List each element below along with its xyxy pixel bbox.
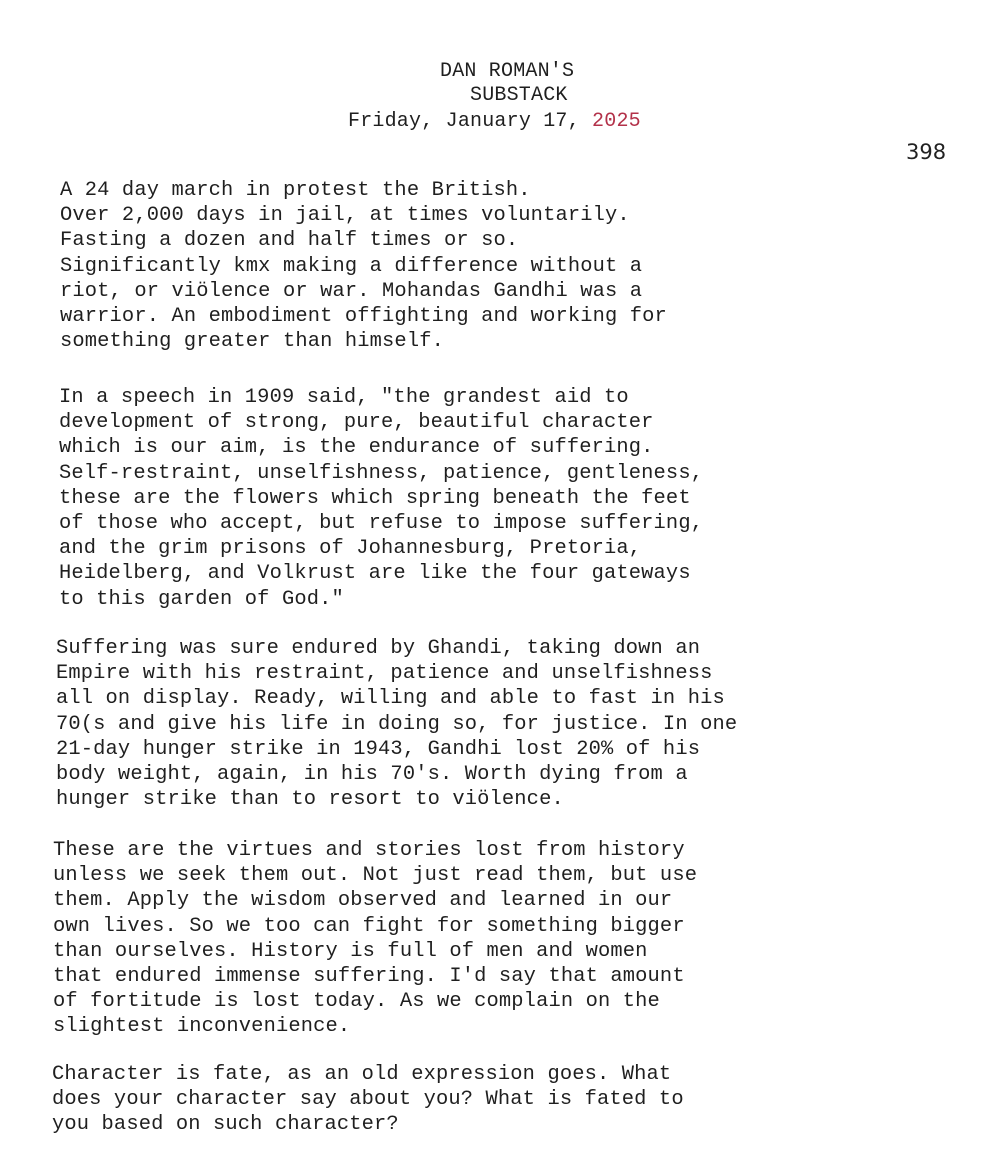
text-line: Heidelberg, and Volkrust are like the four gateways	[59, 562, 691, 586]
text-line: than ourselves. History is full of men and women	[53, 939, 648, 963]
text-line: Significantly kmx making a difference without a	[60, 254, 643, 278]
paragraph-3	[56, 636, 737, 812]
text-line: Character is fate, as an old expression goes. What	[52, 1063, 672, 1086]
header-date-text: Friday, January 17,	[348, 110, 593, 133]
text-line: own lives. So we too can fight for something bigger	[53, 914, 685, 938]
header-date	[348, 110, 641, 134]
paragraph-5	[52, 1062, 684, 1138]
text-line: development of strong, pure, beautiful character	[59, 411, 654, 435]
paragraph-4	[53, 838, 697, 1040]
text-line: to this garden of God."	[59, 587, 344, 611]
text-line: you based on such character?	[52, 1113, 399, 1137]
text-line: Fasting a dozen and half times or so.	[60, 229, 519, 253]
text-line: which is our aim, is the endurance of suffering.	[59, 436, 654, 460]
text-line: slightest inconvenience.	[53, 1015, 351, 1039]
text-line: 70(s and give his life in doing so, for justice. In one	[56, 712, 738, 736]
text-line: In a speech in 1909 said, "the grandest aid to	[59, 386, 629, 409]
text-line: Suffering was sure endured by Ghandi, taking down an	[56, 637, 701, 660]
text-line: hunger strike than to resort to viölence.	[56, 788, 564, 812]
text-line: of fortitude is lost today. As we complain on the	[53, 990, 660, 1014]
text-line: them. Apply the wisdom observed and learned in our	[53, 889, 673, 913]
text-line: These are the virtues and stories lost from history	[53, 839, 685, 862]
text-line: Empire with his restraint, patience and unselfishness	[56, 662, 713, 686]
text-line: and the grim prisons of Johannesburg, Pretoria,	[59, 537, 642, 561]
header-year: 2025	[592, 110, 641, 133]
text-line: Over 2,000 days in jail, at times voluntarily.	[60, 204, 630, 228]
text-line: A 24 day march in protest the British.	[60, 179, 531, 202]
paragraph-2	[59, 385, 703, 612]
paragraph-1	[60, 178, 667, 354]
text-line: all on display. Ready, willing and able to fast in his	[56, 687, 725, 711]
text-line: something greater than himself.	[60, 330, 444, 354]
text-line: unless we seek them out. Not just read them, but use	[53, 864, 698, 888]
text-line: warrior. An embodiment offighting and working for	[60, 304, 667, 328]
text-line: these are the flowers which spring beneath the feet	[59, 486, 691, 510]
header-publication: SUBSTACK	[470, 84, 568, 107]
text-line: body weight, again, in his 70's. Worth dying from a	[56, 762, 688, 786]
text-line: riot, or viölence or war. Mohandas Gandhi was a	[60, 279, 643, 303]
text-line: 21-day hunger strike in 1943, Gandhi lost 20% of his	[56, 737, 701, 761]
text-line: of those who accept, but refuse to impose suffering,	[59, 511, 704, 535]
header-author: DAN ROMAN'S	[440, 60, 575, 83]
text-line: Self-restraint, unselfishness, patience, gentleness,	[59, 461, 704, 485]
text-line: does your character say about you? What is fated to	[52, 1088, 684, 1112]
text-line: that endured immense suffering. I'd say that amount	[53, 964, 685, 988]
page-number: 398	[906, 140, 947, 164]
